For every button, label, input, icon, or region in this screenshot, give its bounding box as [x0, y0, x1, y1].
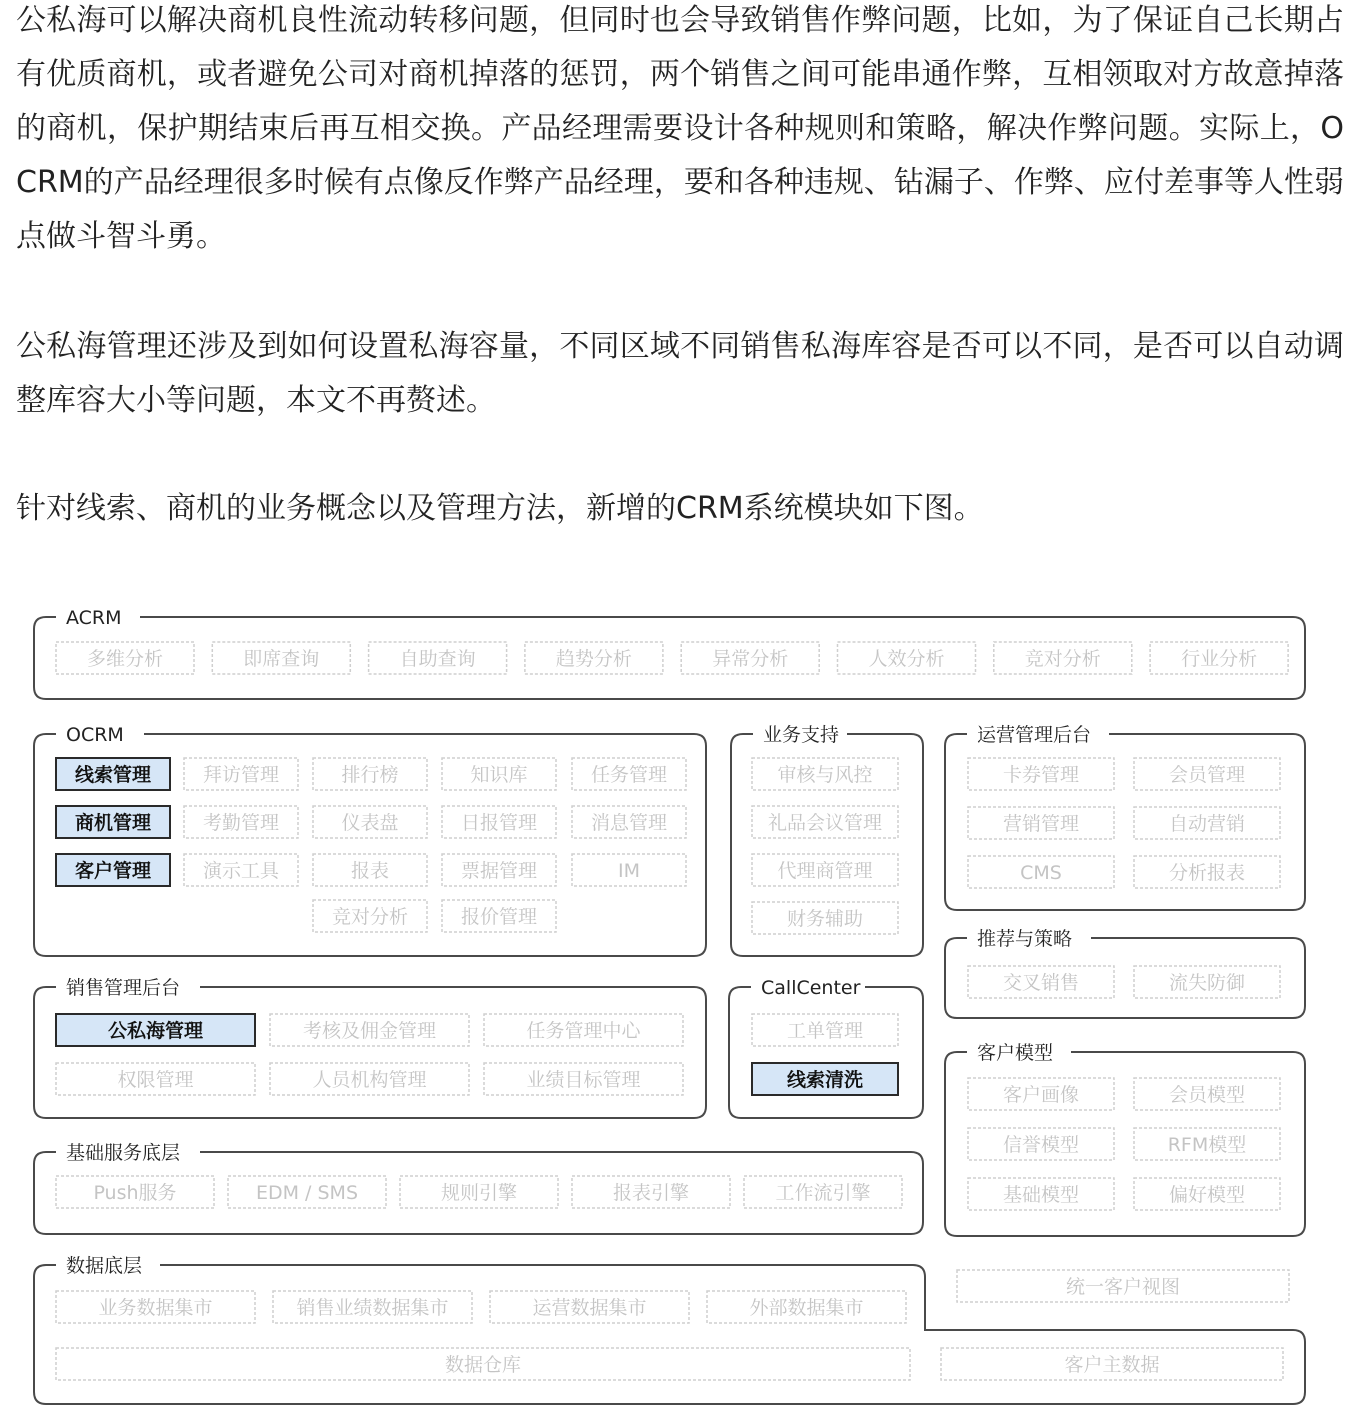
acrm-module: [525, 642, 663, 674]
svg-text:竞对分析: 竞对分析: [331, 906, 409, 928]
ocrm-highlight-module: [56, 758, 170, 790]
svg-text:财务辅助: 财务辅助: [786, 908, 864, 930]
acrm-module: [56, 642, 194, 674]
svg-text:信誉模型: 信誉模型: [1002, 1134, 1080, 1156]
sales-backend-module: [56, 1063, 255, 1095]
article-paragraph-3: 针对线索、商机的业务概念以及管理方法，新增的CRM系统模块如下图。: [16, 491, 984, 526]
base-services-module: [744, 1176, 902, 1208]
svg-text:业务数据集市: 业务数据集市: [98, 1297, 213, 1319]
svg-text:消息管理: 消息管理: [590, 812, 668, 834]
svg-text:拜访管理: 拜访管理: [202, 764, 280, 786]
ocrm-highlight-module: [56, 854, 170, 886]
customer-model-module: [1134, 1078, 1280, 1110]
base-services-module: [228, 1176, 386, 1208]
ocrm-module: [442, 758, 556, 790]
sales-backend-module: [270, 1014, 469, 1046]
business-support-module: [752, 806, 898, 838]
svg-text:票据管理: 票据管理: [460, 860, 538, 882]
ops-backend-module: [1134, 856, 1280, 888]
svg-text:人员机构管理: 人员机构管理: [312, 1069, 427, 1091]
business-support-module: [752, 902, 898, 934]
svg-text:EDM / SMS: EDM / SMS: [255, 1182, 359, 1204]
business-support-module: [752, 758, 898, 790]
recommend-module: [968, 966, 1114, 998]
svg-text:客户管理: 客户管理: [74, 860, 152, 882]
svg-text:即席查询: 即席查询: [243, 648, 320, 670]
sales-backend-module: [270, 1063, 469, 1095]
customer-model-module: [968, 1178, 1114, 1210]
customer-model-module: [1134, 1128, 1280, 1160]
svg-text:任务管理中心: 任务管理中心: [526, 1020, 641, 1042]
ocrm-module: [572, 854, 686, 886]
svg-text:基础模型: 基础模型: [1002, 1184, 1080, 1206]
ops-backend-group: [945, 724, 1305, 910]
svg-text:报表: 报表: [350, 860, 390, 882]
svg-text:分析报表: 分析报表: [1168, 862, 1246, 884]
svg-text:工单管理: 工单管理: [786, 1020, 864, 1042]
svg-text:客户画像: 客户画像: [1002, 1084, 1080, 1106]
svg-text:会员模型: 会员模型: [1168, 1084, 1246, 1106]
recommend-group: [945, 928, 1305, 1018]
callcenter-label: CallCenter: [761, 977, 861, 999]
base-services-label: 基础服务底层: [66, 1142, 181, 1164]
svg-text:竞对分析: 竞对分析: [1024, 648, 1101, 670]
data-layer-module: [273, 1291, 472, 1323]
base-services-module: [56, 1176, 214, 1208]
svg-text:Push服务: Push服务: [93, 1182, 177, 1204]
ocrm-module: [313, 758, 427, 790]
ocrm-highlight-module: [56, 806, 170, 838]
svg-text:排行榜: 排行榜: [341, 764, 399, 786]
svg-text:报表引擎: 报表引擎: [612, 1182, 690, 1204]
ocrm-module: [442, 900, 556, 932]
svg-text:考核及佣金管理: 考核及佣金管理: [302, 1020, 437, 1042]
acrm-group: [34, 607, 1305, 699]
svg-text:报价管理: 报价管理: [460, 906, 538, 928]
base-services-module: [400, 1176, 558, 1208]
svg-text:统一客户视图: 统一客户视图: [1065, 1276, 1181, 1298]
ocrm-group: [34, 724, 706, 956]
ops-backend-module: [1134, 807, 1280, 839]
ocrm-module: [184, 806, 298, 838]
acrm-module: [369, 642, 507, 674]
ocrm-module: [572, 806, 686, 838]
svg-text:公私海管理: 公私海管理: [107, 1020, 204, 1042]
svg-text:卡券管理: 卡券管理: [1002, 764, 1080, 786]
customer-master-data: [941, 1348, 1283, 1380]
svg-text:会员管理: 会员管理: [1168, 764, 1246, 786]
svg-text:权限管理: 权限管理: [117, 1069, 194, 1091]
customer-model-module: [1134, 1178, 1280, 1210]
ops-backend-module: [968, 807, 1114, 839]
svg-text:销售业绩数据集市: 销售业绩数据集市: [296, 1297, 449, 1319]
svg-text:交叉销售: 交叉销售: [1002, 972, 1080, 994]
ocrm-module: [442, 854, 556, 886]
sales-backend-highlight-module: [56, 1014, 255, 1046]
article-paragraph-2: 公私海管理还涉及到如何设置私海容量，不同区域不同销售私海库容是否可以不同，是否可以自动调整库容大小等问题，本文不再赘述。: [16, 329, 1344, 418]
unified-customer-view: [957, 1270, 1289, 1302]
data-layer-module: [707, 1291, 906, 1323]
business-support-group: [731, 724, 923, 956]
acrm-module: [681, 642, 819, 674]
ocrm-module: [313, 806, 427, 838]
data-layer-module: [490, 1291, 689, 1323]
ocrm-module: [313, 900, 427, 932]
acrm-module: [994, 642, 1132, 674]
acrm-module: [1150, 642, 1288, 674]
svg-text:考勤管理: 考勤管理: [202, 812, 280, 834]
customer-model-module: [968, 1128, 1114, 1160]
svg-text:业绩目标管理: 业绩目标管理: [526, 1069, 641, 1091]
svg-text:趋势分析: 趋势分析: [555, 648, 632, 670]
acrm-module: [838, 642, 976, 674]
acrm-label: ACRM: [66, 607, 122, 629]
svg-text:工作流引擎: 工作流引擎: [775, 1182, 871, 1204]
svg-text:CMS: CMS: [1020, 862, 1062, 884]
svg-text:线索清洗: 线索清洗: [786, 1069, 864, 1091]
ops-backend-module: [1134, 758, 1280, 790]
svg-text:知识库: 知识库: [470, 764, 528, 786]
svg-text:仪表盘: 仪表盘: [341, 812, 399, 834]
data-layer-group: [34, 1255, 1305, 1404]
data-layer-label: 数据底层: [66, 1255, 143, 1277]
callcenter-frame: [729, 987, 923, 1118]
svg-text:数据仓库: 数据仓库: [444, 1354, 522, 1376]
business-support-label: 业务支持: [763, 724, 840, 746]
article-paragraph-1: 公私海可以解决商机良性流动转移问题，但同时也会导致销售作弊问题，比如，为了保证自己长期占有优质商机，或者避免公司对商机掉落的惩罚，两个销售之间可能串通作弊，互相领取对方故意掉落的商机，保护期结束后再互相交换。产品经理需要设计各种规则和策略，解决作弊问题。实际上，OCRM的产品经理很多时候有点像反作弊产品经理，要和各种违规、钻漏子、作弊、应付差事等人性弱点做斗智斗勇。: [16, 3, 1344, 254]
svg-text:营销管理: 营销管理: [1002, 813, 1080, 835]
svg-text:商机管理: 商机管理: [74, 812, 152, 834]
base-services-module: [572, 1176, 730, 1208]
callcenter-group: [729, 977, 923, 1118]
ops-backend-module: [968, 856, 1114, 888]
business-support-module: [752, 854, 898, 886]
svg-text:礼品会议管理: 礼品会议管理: [767, 812, 883, 834]
svg-text:RFM模型: RFM模型: [1167, 1134, 1247, 1156]
svg-text:流失防御: 流失防御: [1168, 972, 1246, 994]
svg-text:多维分析: 多维分析: [86, 648, 164, 670]
svg-text:客户主数据: 客户主数据: [1064, 1354, 1160, 1376]
svg-text:偏好模型: 偏好模型: [1168, 1184, 1246, 1206]
sales-backend-label: 销售管理后台: [66, 977, 181, 999]
svg-text:IM: IM: [618, 860, 640, 882]
svg-text:运营数据集市: 运营数据集市: [532, 1297, 647, 1319]
svg-text:外部数据集市: 外部数据集市: [749, 1297, 864, 1319]
sales-backend-group: [34, 977, 706, 1118]
ops-backend-label: 运营管理后台: [977, 724, 1092, 746]
ocrm-module: [572, 758, 686, 790]
svg-text:行业分析: 行业分析: [1181, 648, 1258, 670]
base-services-group: [34, 1142, 923, 1234]
acrm-module: [212, 642, 350, 674]
recommend-module: [1134, 966, 1280, 998]
data-warehouse: [56, 1348, 910, 1380]
ops-backend-module: [968, 758, 1114, 790]
svg-text:日报管理: 日报管理: [460, 812, 538, 834]
customer-model-label: 客户模型: [977, 1042, 1054, 1064]
svg-text:异常分析: 异常分析: [712, 648, 789, 670]
svg-text:自助查询: 自助查询: [399, 648, 476, 670]
customer-model-group: [945, 1042, 1305, 1236]
svg-text:线索管理: 线索管理: [74, 764, 152, 786]
svg-text:代理商管理: 代理商管理: [777, 860, 873, 882]
customer-model-module: [968, 1078, 1114, 1110]
recommend-label: 推荐与策略: [977, 928, 1073, 950]
svg-text:演示工具: 演示工具: [202, 860, 280, 882]
sales-backend-module: [484, 1014, 683, 1046]
callcenter-highlight-module: [752, 1063, 898, 1095]
ocrm-module: [313, 854, 427, 886]
svg-text:规则引擎: 规则引擎: [440, 1182, 518, 1204]
ocrm-module: [184, 758, 298, 790]
svg-text:自动营销: 自动营销: [1168, 813, 1246, 835]
sales-backend-frame: [34, 987, 706, 1118]
callcenter-module: [752, 1014, 898, 1046]
sales-backend-module: [484, 1063, 683, 1095]
ocrm-module: [184, 854, 298, 886]
ocrm-module: [442, 806, 556, 838]
svg-text:人效分析: 人效分析: [868, 648, 945, 670]
svg-text:审核与风控: 审核与风控: [777, 764, 873, 786]
svg-text:任务管理: 任务管理: [590, 764, 668, 786]
data-layer-module: [56, 1291, 255, 1323]
ocrm-label: OCRM: [66, 724, 124, 746]
